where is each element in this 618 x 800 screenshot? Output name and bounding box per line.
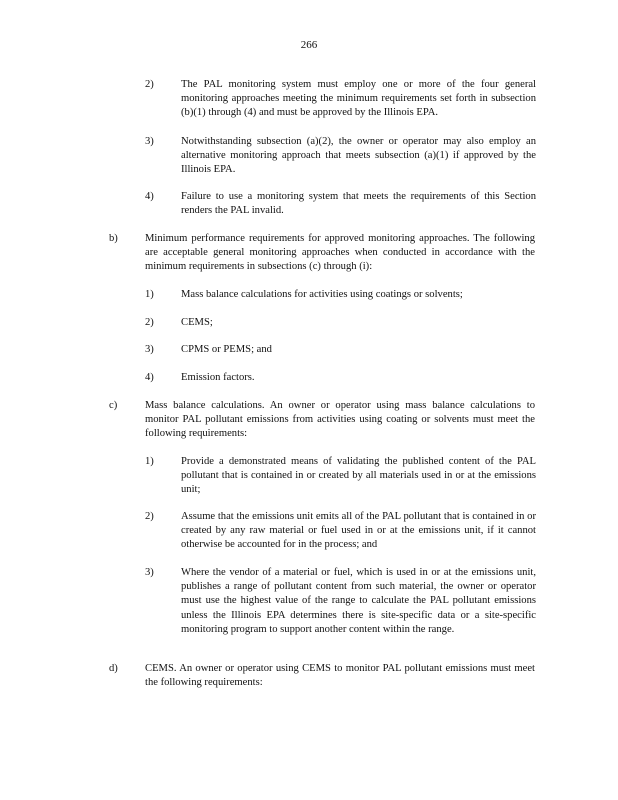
item-label: 4) xyxy=(145,191,154,202)
subsection-text: Minimum performance requirements for approved monitoring approaches. The following are acceptable general monitoring approaches when conducted in accordance with the minimum requirements in subsections (c) through (i): xyxy=(145,233,535,273)
item-label: 1) xyxy=(145,456,154,467)
subsection-text: Mass balance calculations. An owner or operator using mass balance calculations to monitor PAL pollutant emissions from activities using coating or solvents must meet the following requirements: xyxy=(145,400,535,440)
item-text: Where the vendor of a material or fuel, which is used in or at the emissions unit, publishes a range of pollutant content from such material, the owner or operator must use the highest value of the range to calculate the PAL pollutant emissions unless the Illinois EPA determines there is site-specific data or a site-specific monitoring program to support another content within the range. xyxy=(181,567,536,635)
item-text: Emission factors. xyxy=(181,372,255,383)
subsection-label: d) xyxy=(109,663,118,674)
item-text: CEMS; xyxy=(181,317,213,328)
item-text: Assume that the emissions unit emits all of the PAL pollutant that is contained in or created by any raw material or fuel used in or at the emissions unit, if it cannot otherwise be accounted for in the process; and xyxy=(181,511,536,551)
item-label: 2) xyxy=(145,317,154,328)
item-label: 3) xyxy=(145,567,154,578)
item-text: Failure to use a monitoring system that meets the requirements of this Section renders the PAL invalid. xyxy=(181,191,536,217)
item-label: 1) xyxy=(145,289,154,300)
item-text: Provide a demonstrated means of validating the published content of the PAL pollutant that is contained in or created by all materials used in or at the emissions unit; xyxy=(181,456,536,496)
item-label: 3) xyxy=(145,344,154,355)
item-label: 2) xyxy=(145,79,154,90)
item-label: 3) xyxy=(145,136,154,147)
item-label: 2) xyxy=(145,511,154,522)
subsection-label: b) xyxy=(109,233,118,244)
item-text: The PAL monitoring system must employ one or more of the four general monitoring approaches meeting the minimum requirements set forth in subsection (b)(1) through (4) and must be approved by the Illinois EPA. xyxy=(181,79,536,119)
item-text: Mass balance calculations for activities using coatings or solvents; xyxy=(181,289,463,300)
item-label: 4) xyxy=(145,372,154,383)
item-text: CPMS or PEMS; and xyxy=(181,344,272,355)
page-number: 266 xyxy=(300,39,318,51)
subsection-label: c) xyxy=(109,400,118,411)
item-text: Notwithstanding subsection (a)(2), the owner or operator may also employ an alternative monitoring approach that meets subsection (a)(1) if approved by the Illinois EPA. xyxy=(181,136,536,176)
subsection-text: CEMS. An owner or operator using CEMS to monitor PAL pollutant emissions must meet the following requirements: xyxy=(145,663,535,689)
